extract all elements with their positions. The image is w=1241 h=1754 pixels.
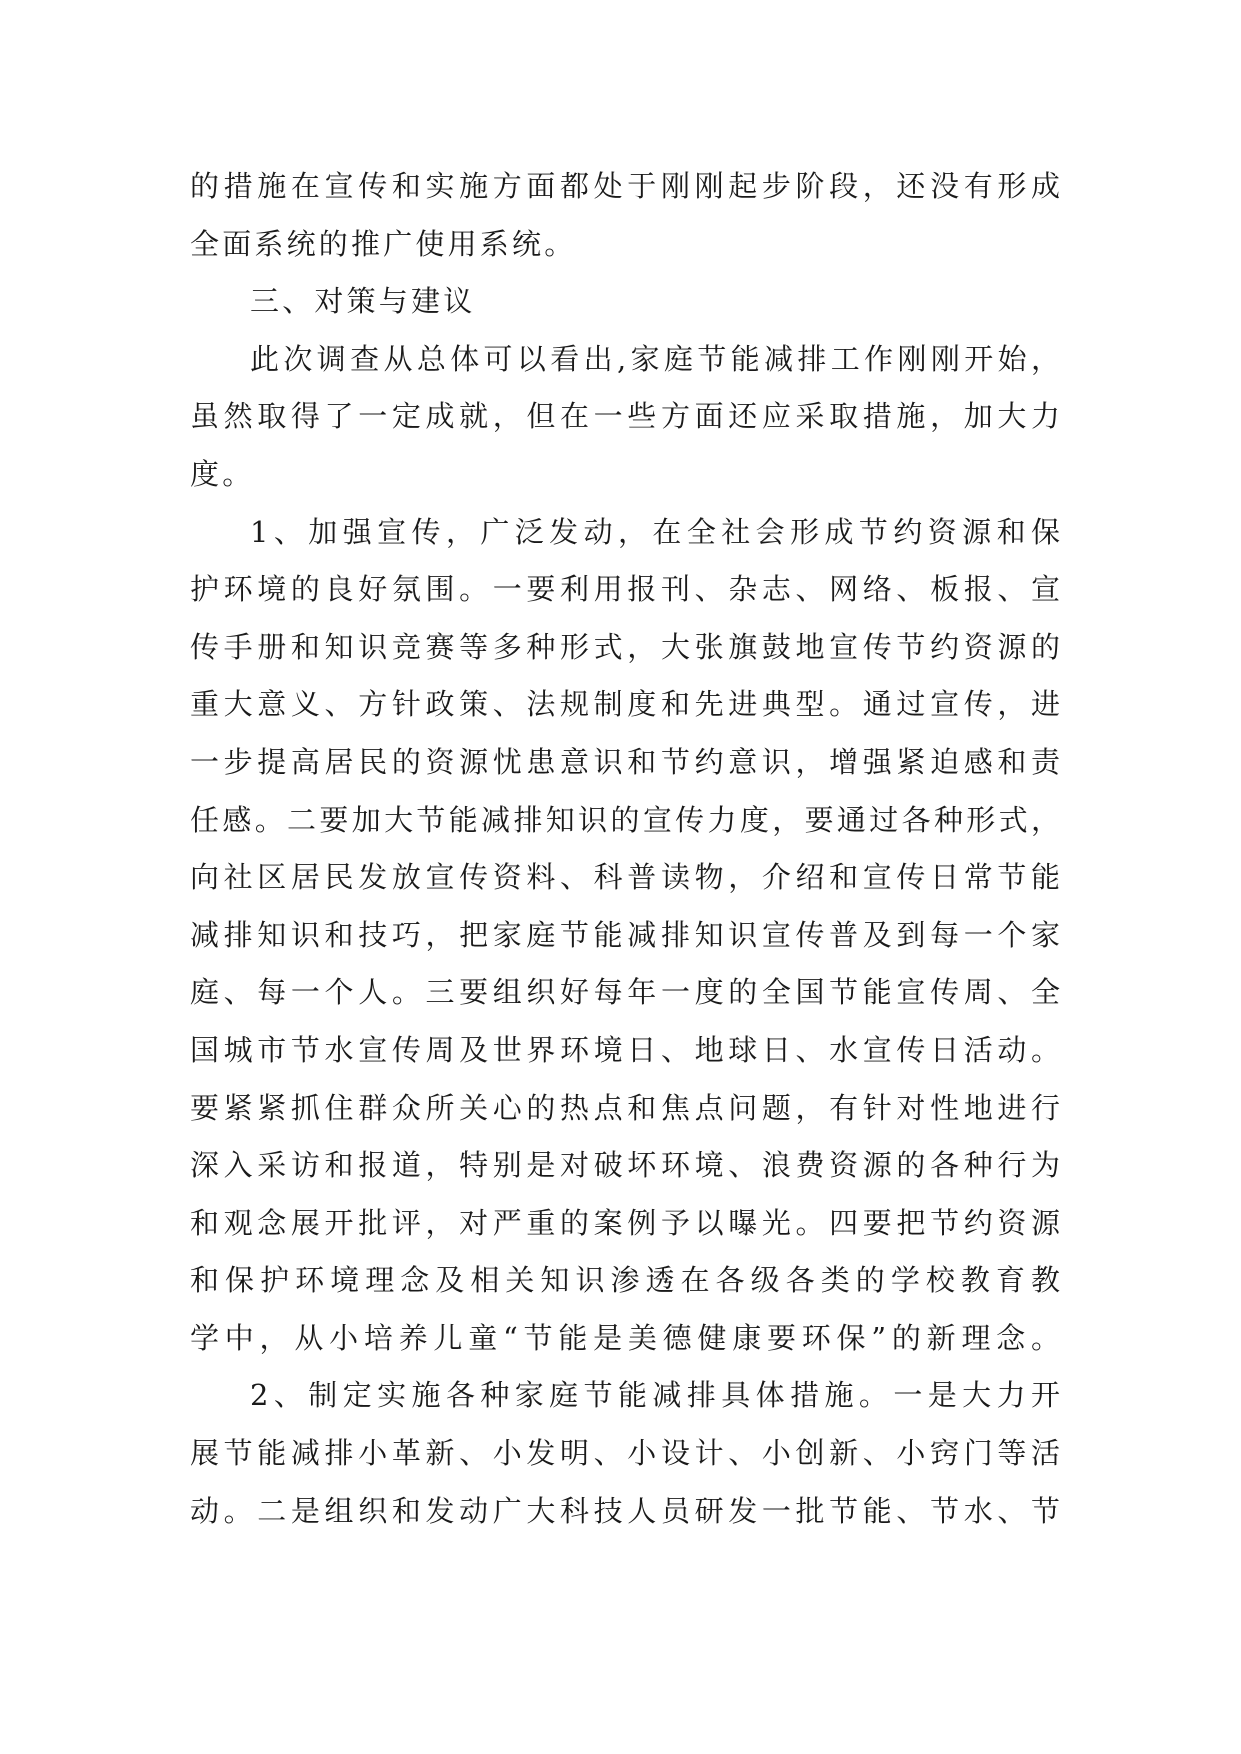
text-line: 度。 [190,456,255,491]
text-line: 国城市节水宣传周及世界环境日、地球日、水宣传日活动。 [190,1032,1060,1067]
text-line: 三、对策与建议 [250,284,476,319]
text-line: 学中，从小培养儿童“节能是美德健康要环保”的新理念。 [190,1320,1060,1355]
text-line: 展节能减排小革新、小发明、小设计、小创新、小窍门等活 [190,1436,1060,1471]
document-body [190,158,1060,1540]
text-line: 深入采访和报道，特别是对破坏环境、浪费资源的各种行为 [190,1148,1060,1183]
text-line: 此次调查从总体可以看出,家庭节能减排工作刚刚开始， [250,341,1060,376]
text-line: 减排知识和技巧，把家庭节能减排知识宣传普及到每一个家 [190,917,1060,952]
text-line: 一步提高居民的资源忧患意识和节约意识，增强紧迫感和责 [190,744,1060,779]
text-line: 2、制定实施各种家庭节能减排具体措施。一是大力开 [250,1378,1060,1413]
text-line: 庭、每一个人。三要组织好每年一度的全国节能宣传周、全 [190,975,1060,1010]
text-line: 任感。二要加大节能减排知识的宣传力度，要通过各种形式， [190,802,1060,837]
text-line: 要紧紧抓住群众所关心的热点和焦点问题，有针对性地进行 [190,1090,1060,1125]
text-line: 和观念展开批评，对严重的案例予以曝光。四要把节约资源 [190,1205,1060,1240]
text-line: 虽然取得了一定成就，但在一些方面还应采取措施，加大力 [190,399,1060,434]
text-line: 向社区居民发放宣传资料、科普读物，介绍和宣传日常节能 [190,860,1060,895]
text-line: 传手册和知识竞赛等多种形式，大张旗鼓地宣传节约资源的 [190,629,1060,664]
text-line: 护环境的良好氛围。一要利用报刊、杂志、网络、板报、宣 [190,572,1060,607]
text-line: 重大意义、方针政策、法规制度和先进典型。通过宣传，进 [190,687,1060,722]
text-line: 的措施在宣传和实施方面都处于刚刚起步阶段，还没有形成 [190,169,1060,203]
text-line: 全面系统的推广使用系统。 [190,226,577,261]
text-line: 和保护环境理念及相关知识渗透在各级各类的学校教育教 [190,1263,1060,1298]
text-line: 动。二是组织和发动广大科技人员研发一批节能、节水、节 [190,1493,1060,1528]
text-line: 1、加强宣传，广泛发动，在全社会形成节约资源和保 [250,514,1060,549]
